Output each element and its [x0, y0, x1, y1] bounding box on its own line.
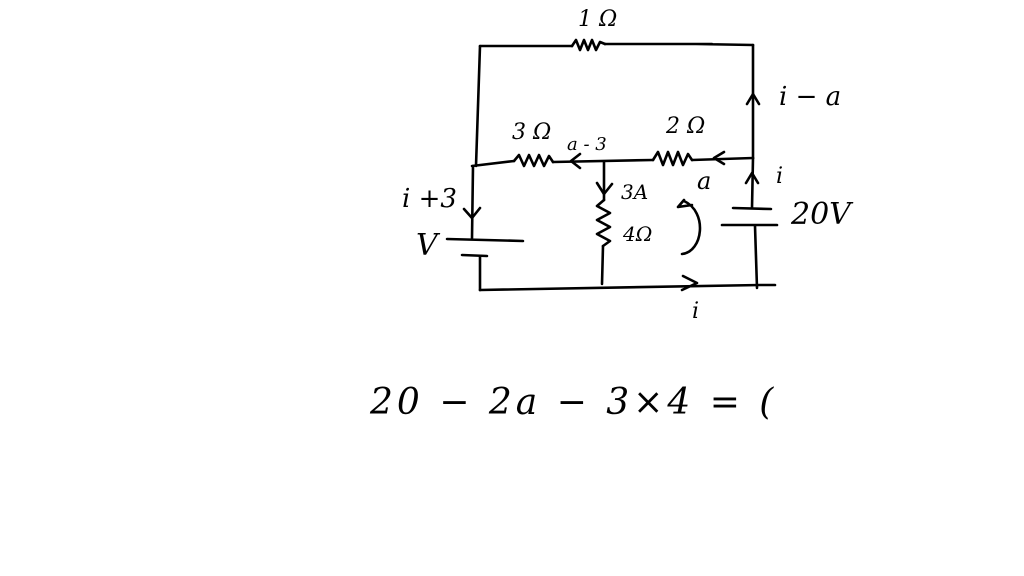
kvl-equation: 20 − 2a − 3×4 = ( — [370, 382, 778, 423]
voltage-source-20v — [722, 208, 777, 225]
label-1ohm: 1 Ω — [578, 7, 618, 32]
voltage-source-v — [447, 239, 523, 256]
resistor-3ohm — [514, 155, 553, 166]
bottom-current-arrow — [682, 276, 697, 290]
right-mid-wire — [752, 158, 753, 208]
middle-wire-right — [692, 158, 753, 160]
label-4ohm: 4Ω — [623, 222, 653, 246]
label-loop-a: a — [697, 167, 712, 195]
label-current-i-plus-3: i +3 — [402, 184, 457, 214]
right-bottom-wire — [755, 226, 757, 288]
label-current-3a: 3A — [621, 180, 649, 204]
resistor-2ohm — [653, 152, 692, 165]
label-current-a-minus-3: a - 3 — [567, 134, 607, 155]
top-wire — [480, 44, 753, 46]
label-2ohm: 2 Ω — [666, 114, 706, 139]
label-voltage-v: V — [416, 228, 438, 263]
center-bottom-wire — [602, 246, 603, 284]
middle-wire-left — [472, 161, 514, 166]
label-current-i-right: i — [776, 164, 784, 189]
label-voltage-20v: 20V — [791, 197, 851, 232]
battery-right-short-plate — [733, 208, 771, 209]
left-lower-wire — [472, 166, 473, 238]
battery-short-plate — [462, 255, 487, 256]
left-top-wire — [476, 46, 480, 166]
battery-long-plate — [447, 239, 523, 241]
resistor-4ohm — [597, 200, 610, 246]
label-3ohm: 3 Ω — [512, 120, 552, 145]
label-current-i-minus-a: i − a — [779, 82, 842, 112]
label-current-i-bottom: i — [692, 299, 700, 324]
loop-current-arrow — [678, 200, 700, 254]
top-branch — [480, 40, 753, 50]
bottom-wire — [480, 285, 775, 290]
resistor-1ohm — [572, 40, 605, 50]
